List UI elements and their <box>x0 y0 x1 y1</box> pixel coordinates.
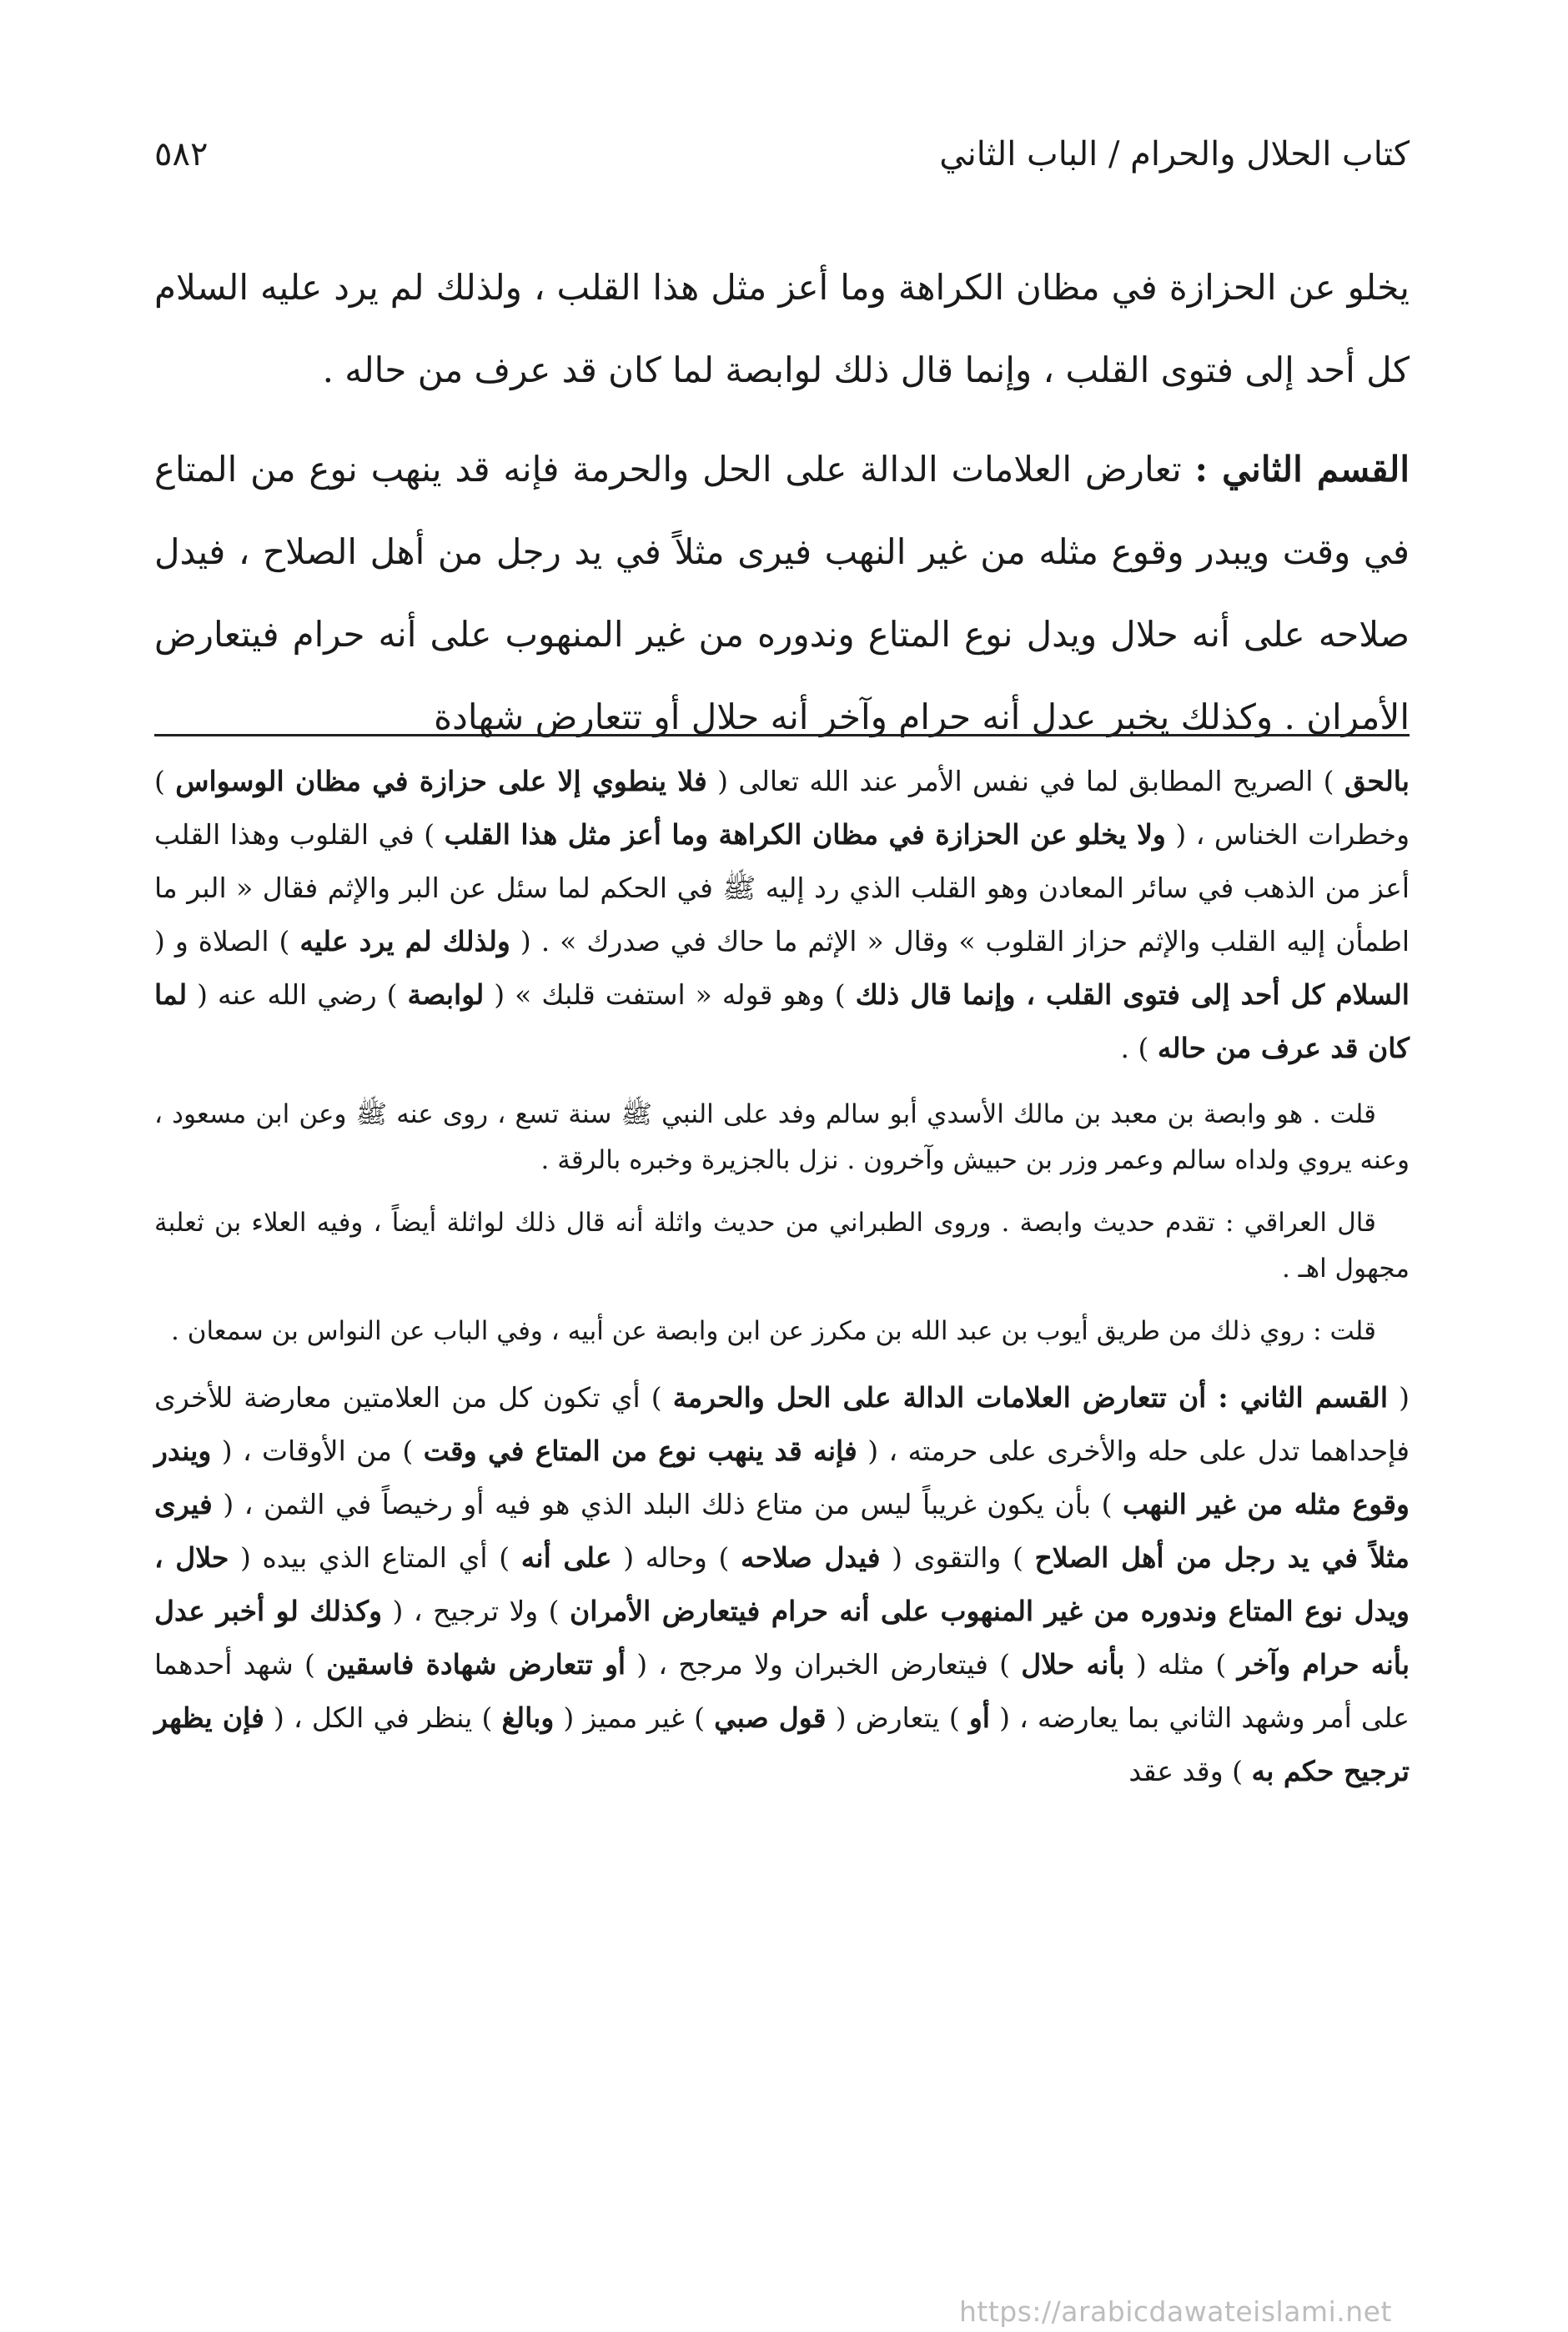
commentary-text: ) فيتعارض الخبران ولا مرجح ، ( <box>626 1648 1022 1681</box>
bold-quoted-text: ولا يخلو عن الحزازة في مظان الكراهة وما أعز مثل هذا القلب <box>444 818 1166 851</box>
bold-quoted-text: القسم الثاني : أن تتعارض العلامات الدالة على الحل والحرمة <box>672 1381 1389 1414</box>
commentary-text: ) من الأوقات ، ( <box>211 1435 424 1467</box>
page-header <box>154 125 1410 183</box>
commentary-text: ) وحاله ( <box>611 1541 741 1574</box>
section-text: تعارض العلامات الدالة على الحل والحرمة فإنه قد ينهب نوع من المتاع في وقت ويبدر وقوع مثله من غير النهب فيرى مثلاً في يد رجل من أهل الصلاح ، فيدل صلاحه على أنه حلال ويدل نوع المتاع وندوره من غير المنهوب على أنه حرام فيتعارض الأمران . وكذلك يخبر عدل أنه حرام وآخر أنه حلال أو تتعارض شهادة <box>154 449 1410 737</box>
bold-quoted-text: قول صبي <box>714 1701 827 1734</box>
commentary-text: ) أي المتاع الذي بيده ( <box>229 1541 521 1574</box>
commentary-paragraph-3: قال العراقي : تقدم حديث وابصة . وروى الطبراني من حديث واثلة أنه قال ذلك لواثلة أيضاً ، وفيه العلاء بن ثعلبة مجهول اهـ . <box>154 1208 1410 1284</box>
bold-quoted-text: بالحق <box>1344 765 1410 797</box>
commentary-text: ) شهد أحدهما على أمر وشهد الثاني بما يعارضه ، ( <box>154 1648 1410 1734</box>
bold-quoted-text: على أنه <box>520 1541 612 1574</box>
bold-quoted-text: لما كان قد عرف من حاله <box>154 978 1410 1064</box>
commentary-text: ) في القلوب وهذا القلب أعز من الذهب في سائر المعادن وهو القلب الذي رد إليه ﷺ في الحكم لما سئل عن البر والإثم فقال « البر ما اطمأن إليه القلب والإثم حزاز القلوب » وقال « الإثم ما حاك في صدرك » . ( <box>154 818 1410 957</box>
commentary-text: ) ولا ترجيح ، ( <box>382 1595 570 1627</box>
bold-quoted-text: فيدل صلاحه <box>741 1541 881 1574</box>
footnote-divider <box>154 734 1410 736</box>
commentary-text: ) بأن يكون غريباً ليس من متاع ذلك البلد الذي هو فيه أو رخيصاً في الثمن ، ( <box>212 1488 1123 1520</box>
bold-quoted-text: وبالغ <box>501 1701 555 1734</box>
commentary-text: ) رضي الله عنه ( <box>187 978 408 1011</box>
commentary-text: ) الصريح المطابق لما في نفس الأمر عند الله تعالى ( <box>706 765 1344 797</box>
bold-quoted-text: وكذلك لو أخبر عدل بأنه حرام وآخر <box>154 1595 1410 1681</box>
commentary-text: ) الصلاة و ( <box>154 925 300 957</box>
commentary-text: ( <box>1388 1381 1410 1414</box>
commentary-text: ) وقد عقد <box>1128 1755 1252 1787</box>
bold-quoted-text: بأنه حلال <box>1021 1648 1125 1681</box>
section-heading: القسم الثاني : <box>1194 449 1410 490</box>
bold-quoted-text: فإن يظهر ترجيح حكم به <box>154 1701 1410 1787</box>
commentary-paragraph-2: قلت . هو وابصة بن معبد بن مالك الأسدي أبو سالم وفد على النبي ﷺ سنة تسع ، روى عنه ﷺ وعن ابن مسعود ، وعنه يروي ولداه سالم وعمر وزر بن حبيش وآخرون . نزل بالجزيرة وخبره بالرقة . <box>154 1099 1410 1175</box>
bold-quoted-text: ولذلك لم يرد عليه <box>299 925 510 957</box>
commentary-paragraph-1 <box>154 755 1410 1075</box>
page-number: ٥٨٢ <box>154 135 209 173</box>
bold-quoted-text: فيرى مثلاً في يد رجل من أهل الصلاح <box>154 1488 1410 1574</box>
commentary-text: ) أي تكون كل من العلامتين معارضة للأخرى فإحداهما تدل على حله والأخرى على حرمته ، ( <box>154 1381 1410 1467</box>
commentary-text: ) وهو قوله « استفت قلبك » ( <box>484 978 856 1011</box>
main-paragraph-1: يخلو عن الحزازة في مظان الكراهة وما أعز مثل هذا القلب ، ولذلك لم يرد عليه السلام كل أحد إلى فتوى القلب ، وإنما قال ذلك لوابصة لما كان قد عرف من حاله . <box>154 267 1410 390</box>
commentary-paragraph-4: قلت : روي ذلك من طريق أيوب بن عبد الله بن مكرز عن ابن وابصة عن أبيه ، وفي الباب عن النواس بن سمعان . <box>170 1316 1376 1346</box>
commentary-text: ) . <box>1120 1032 1158 1064</box>
bold-quoted-text: فإنه قد ينهب نوع من المتاع في وقت <box>423 1435 857 1467</box>
bold-quoted-text: حلال ، ويدل نوع المتاع وندوره من غير المنهوب على أنه حرام فيتعارض الأمران <box>154 1541 1410 1627</box>
running-title: كتاب الحلال والحرام / الباب الثاني <box>939 135 1410 173</box>
commentary-text: ) غير مميز ( <box>554 1701 715 1734</box>
commentary-text: ) مثله ( <box>1124 1648 1238 1681</box>
source-watermark: https://arabicdawateislami.net <box>959 2295 1392 2328</box>
bold-quoted-text: ويندر وقوع مثله من غير النهب <box>154 1435 1410 1520</box>
bold-quoted-text: فلا ينطوي إلا على حزازة في مظان الوسواس <box>175 765 707 797</box>
bold-quoted-text: أو <box>968 1701 990 1734</box>
commentary-text: ) وخطرات الخناس ، ( <box>154 765 1410 851</box>
commentary-text: ) ينظر في الكل ، ( <box>264 1701 502 1734</box>
commentary-text: ) والتقوى ( <box>880 1541 1035 1574</box>
commentary-paragraph-5 <box>154 1371 1410 1798</box>
bold-quoted-text: أو تتعارض شهادة فاسقين <box>326 1648 626 1681</box>
commentary <box>154 755 1410 1798</box>
bold-quoted-text: السلام كل أحد إلى فتوى القلب ، وإنما قال ذلك <box>855 978 1410 1011</box>
commentary-text: ) يتعارض ( <box>826 1701 969 1734</box>
main-paragraph-2 <box>154 428 1410 758</box>
bold-quoted-text: لوابصة <box>407 978 485 1011</box>
main-text <box>154 246 1410 758</box>
